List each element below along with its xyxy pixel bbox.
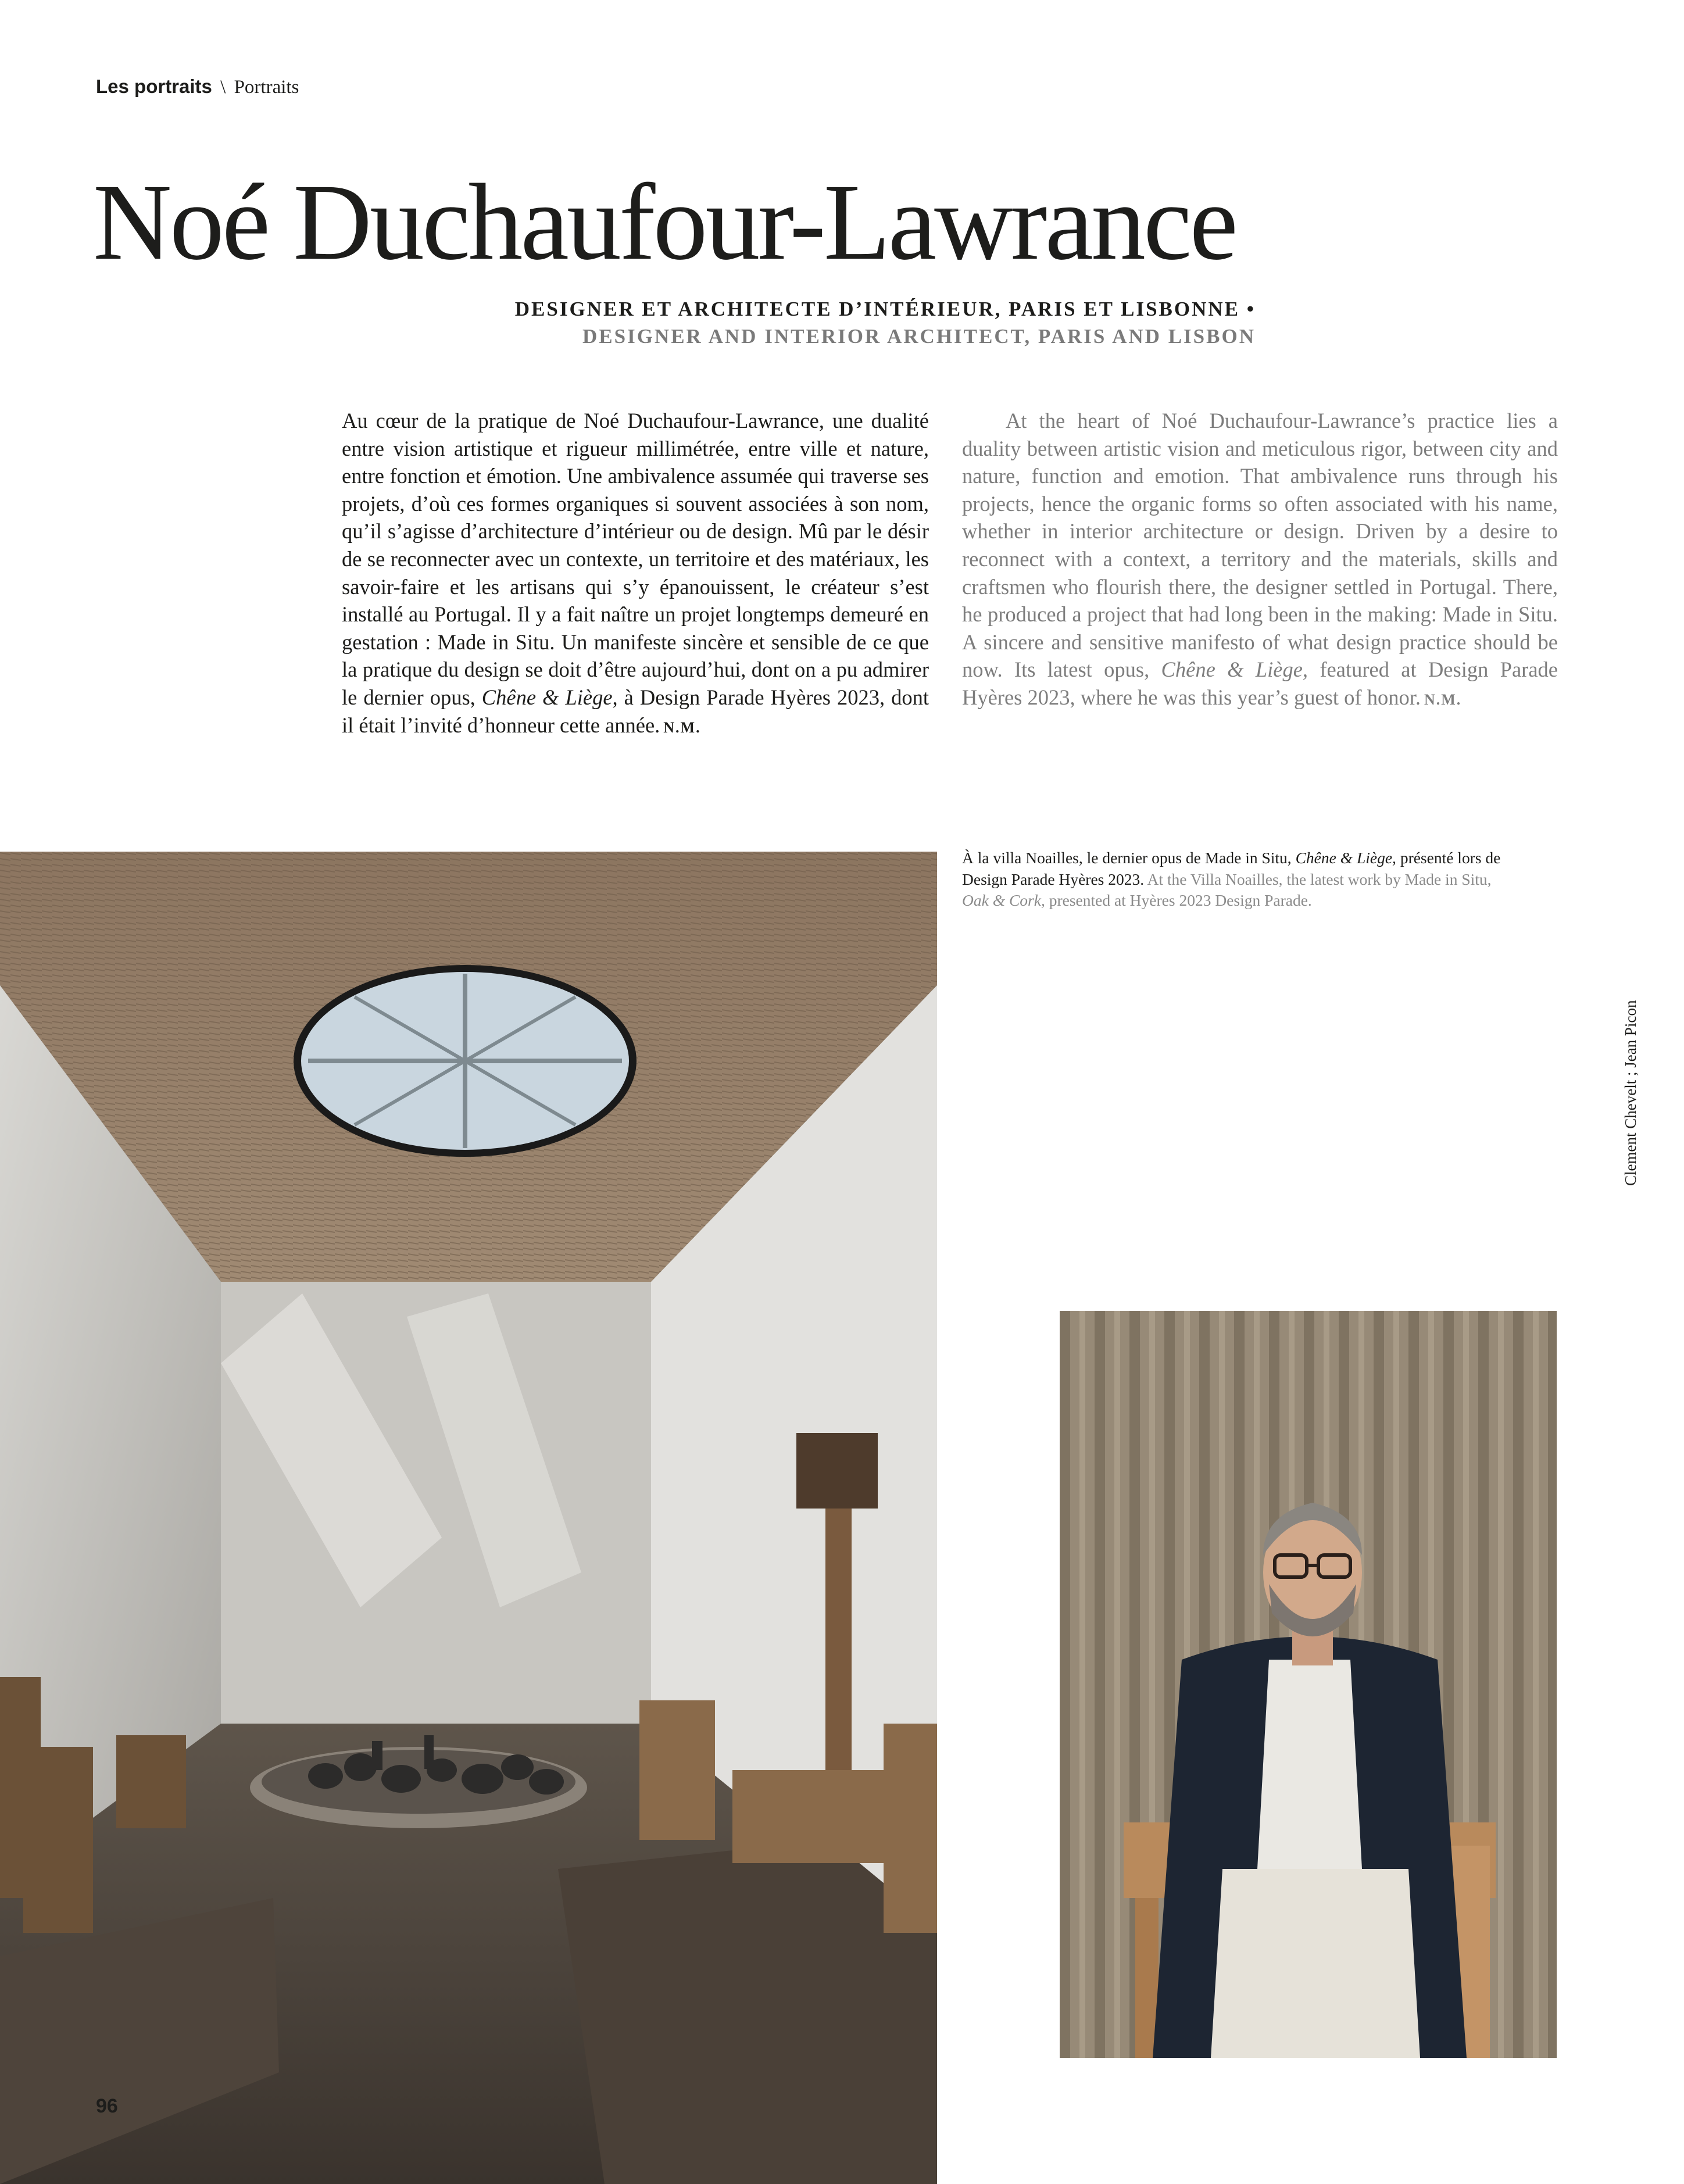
- exhibition-photo-illustration: [0, 852, 937, 2184]
- caption-en-end: presented at Hyères 2023 Design Parade.: [1045, 891, 1312, 909]
- caption-fr: À la villa Noailles, le dernier opus de Made in Situ,: [962, 849, 1296, 867]
- body-fr-italic: Chêne & Liège,: [481, 685, 618, 709]
- white-trousers: [1211, 1869, 1420, 2058]
- body-paragraph-fr: [342, 407, 929, 741]
- body-en-text: At the heart of Noé Duchaufour-Lawrance’s practice lies a duality between artistic vision and meticulous rigor, between city and nature, function and emotion. That ambivalence runs through his projects, hence the organic forms so often associated with his name, whether in interior architecture or design. Driven by a desire to reconnect with a context, a territory and the materials, skills and craftsmen who flourish there, the designer settled in Portugal. There, he produced a project that had long been in the making: Made in Situ. A sincere and sensitive manifesto of what design practice should be now. Its latest opus,: [962, 409, 1558, 682]
- caption-en-text: At the Villa Noailles, the latest work by Made in Situ,: [1147, 870, 1492, 888]
- body-en-text-end: featured at Design Parade Hyères 2023, where he was this year’s guest of honor.: [962, 657, 1558, 709]
- author-signature-en: N.M.: [1424, 691, 1462, 708]
- caption-fr-italic: Chêne & Liège,: [1295, 849, 1396, 867]
- body-paragraph-en: [962, 407, 1558, 714]
- white-shirt: [1257, 1660, 1362, 1869]
- section-separator: \: [220, 77, 226, 98]
- body-column-fr: [342, 407, 929, 741]
- photo-credit: Clement Chevelt ; Jean Picon: [1622, 1000, 1639, 1186]
- section-label-fr: Les portraits: [96, 76, 212, 97]
- page-number: 96: [96, 2095, 118, 2117]
- article-title: Noé Duchaufour-Lawrance: [93, 161, 1236, 283]
- body-fr-text: Au cœur de la pratique de Noé Duchaufour-Lawrance, une dualité entre vision artistique et rigueur millimétrée, entre ville et nature, entre fonction et émotion. Une ambivalence assumée qui traverse ses projets, d’où ces formes organiques si souvent associées à son nom, qu’il s’agisse d’architecture d’intérieur ou de design. Mû par le désir de se reconnecter avec un contexte, un territoire et des matériaux, les savoir-faire et les artisans qui s’y épanouissent, le créateur s’est installé au Portugal. Il y a fait naître un projet longtemps demeuré en gestation : Made in Situ. Un manifeste sincère et sensible de ce que la pratique du design se doit d’être aujourd’hui, dont on a pu admirer le dernier opus,: [342, 409, 929, 709]
- subtitle-fr: DESIGNER ET ARCHITECTE D’INTÉRIEUR, PARIS ET LISBONNE •: [514, 298, 1256, 320]
- subtitle-en: DESIGNER AND INTERIOR ARCHITECT, PARIS AND LISBON: [582, 325, 1256, 348]
- author-signature-fr: N.M.: [663, 719, 701, 736]
- portrait-photo: [1060, 1311, 1557, 2058]
- body-column-en: [962, 407, 1558, 714]
- right-bench: [558, 1840, 937, 2184]
- caption-fr-end: présenté lors de Design Parade Hyères 2023.: [962, 849, 1501, 888]
- section-label-en: Portraits: [234, 77, 299, 98]
- body-fr-text-end: à Design Parade Hyères 2023, dont il était l’invité d’honneur cette année.: [342, 685, 929, 737]
- photo-caption: [962, 848, 1520, 912]
- cork-totem-post: [825, 1509, 852, 1782]
- cork-totem-top: [796, 1433, 878, 1509]
- exhibition-photo: [0, 852, 937, 2184]
- body-en-italic: Chêne & Liège,: [1161, 657, 1308, 682]
- caption-en-italic: Oak & Cork,: [962, 891, 1045, 909]
- portrait-photo-illustration: [1060, 1311, 1557, 2058]
- section-label: [96, 76, 299, 98]
